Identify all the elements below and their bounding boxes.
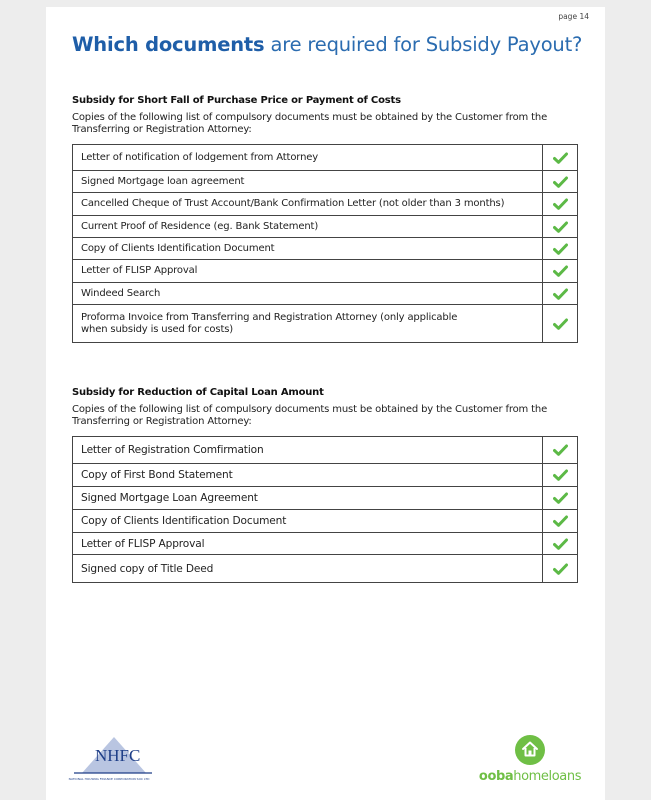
checkmark-icon	[543, 260, 578, 283]
table-row	[73, 305, 578, 343]
document-name: Windeed Search	[73, 283, 543, 305]
document-page	[46, 7, 605, 800]
table-row	[73, 487, 578, 510]
checkmark-icon	[543, 145, 578, 171]
checkmark-icon	[543, 487, 578, 510]
documents-table	[72, 144, 578, 343]
section-heading: Subsidy for Reduction of Capital Loan Amount	[72, 387, 324, 398]
home-icon	[515, 735, 545, 765]
document-name: Cancelled Cheque of Trust Account/Bank Confirmation Letter (not older than 3 months)	[73, 193, 543, 216]
document-name: Current Proof of Residence (eg. Bank Statement)	[73, 216, 543, 238]
table-row	[73, 238, 578, 260]
nhfc-caption: NATIONAL HOUSING FINANCE CORPORATION SOC LTD	[68, 777, 150, 781]
documents-table	[72, 436, 578, 583]
document-name: Letter of notification of lodgement from Attorney	[73, 145, 543, 171]
checkmark-icon	[543, 238, 578, 260]
table-row	[73, 533, 578, 555]
page-title	[72, 33, 582, 56]
checkmark-icon	[543, 283, 578, 305]
checkmark-icon	[543, 533, 578, 555]
title-strong: Which documents	[72, 33, 265, 56]
ooba-homeloans-logo	[474, 735, 586, 787]
brand-part1: ooba	[478, 769, 514, 784]
table-row	[73, 283, 578, 305]
table-row	[73, 145, 578, 171]
checkmark-icon	[543, 171, 578, 193]
page-number: page 14	[558, 12, 589, 21]
table-row	[73, 437, 578, 464]
document-name: Letter of FLISP Approval	[73, 533, 543, 555]
checkmark-icon	[543, 193, 578, 216]
document-name: Letter of FLISP Approval	[73, 260, 543, 283]
brand-name	[474, 769, 586, 784]
nhfc-logo	[64, 733, 154, 787]
section-intro: Copies of the following list of compulsory documents must be obtained by the Customer from the Transferring or Registration Attorney:	[72, 404, 548, 427]
table-row	[73, 555, 578, 583]
table-row	[73, 171, 578, 193]
checkmark-icon	[543, 464, 578, 487]
table-row	[73, 510, 578, 533]
checkmark-icon	[543, 510, 578, 533]
table-row	[73, 216, 578, 238]
document-name: Signed copy of Title Deed	[73, 555, 543, 583]
table-row	[73, 260, 578, 283]
checkmark-icon	[543, 305, 578, 343]
section-short-fall	[72, 95, 578, 343]
document-name: Copy of Clients Identification Document	[73, 510, 543, 533]
section-intro: Copies of the following list of compulsory documents must be obtained by the Customer from the Transferring or Registration Attorney:	[72, 112, 548, 135]
brand-part2: homeloans	[513, 769, 582, 784]
document-name: Copy of First Bond Statement	[73, 464, 543, 487]
checkmark-icon	[543, 437, 578, 464]
checkmark-icon	[543, 216, 578, 238]
title-rest: are required for Subsidy Payout?	[270, 33, 583, 56]
section-heading: Subsidy for Short Fall of Purchase Price or Payment of Costs	[72, 95, 401, 106]
checkmark-icon	[543, 555, 578, 583]
nhfc-logo-text: NHFC	[95, 746, 141, 765]
document-name: Proforma Invoice from Transferring and Registration Attorney (only applicable when subsidy is used for costs)	[73, 305, 543, 343]
document-name: Letter of Registration Comfirmation	[73, 437, 543, 464]
table-row	[73, 193, 578, 216]
table-row	[73, 464, 578, 487]
document-name: Copy of Clients Identification Document	[73, 238, 543, 260]
section-capital-reduction	[72, 387, 578, 583]
document-name: Signed Mortgage loan agreement	[73, 171, 543, 193]
document-name: Signed Mortgage Loan Agreement	[73, 487, 543, 510]
